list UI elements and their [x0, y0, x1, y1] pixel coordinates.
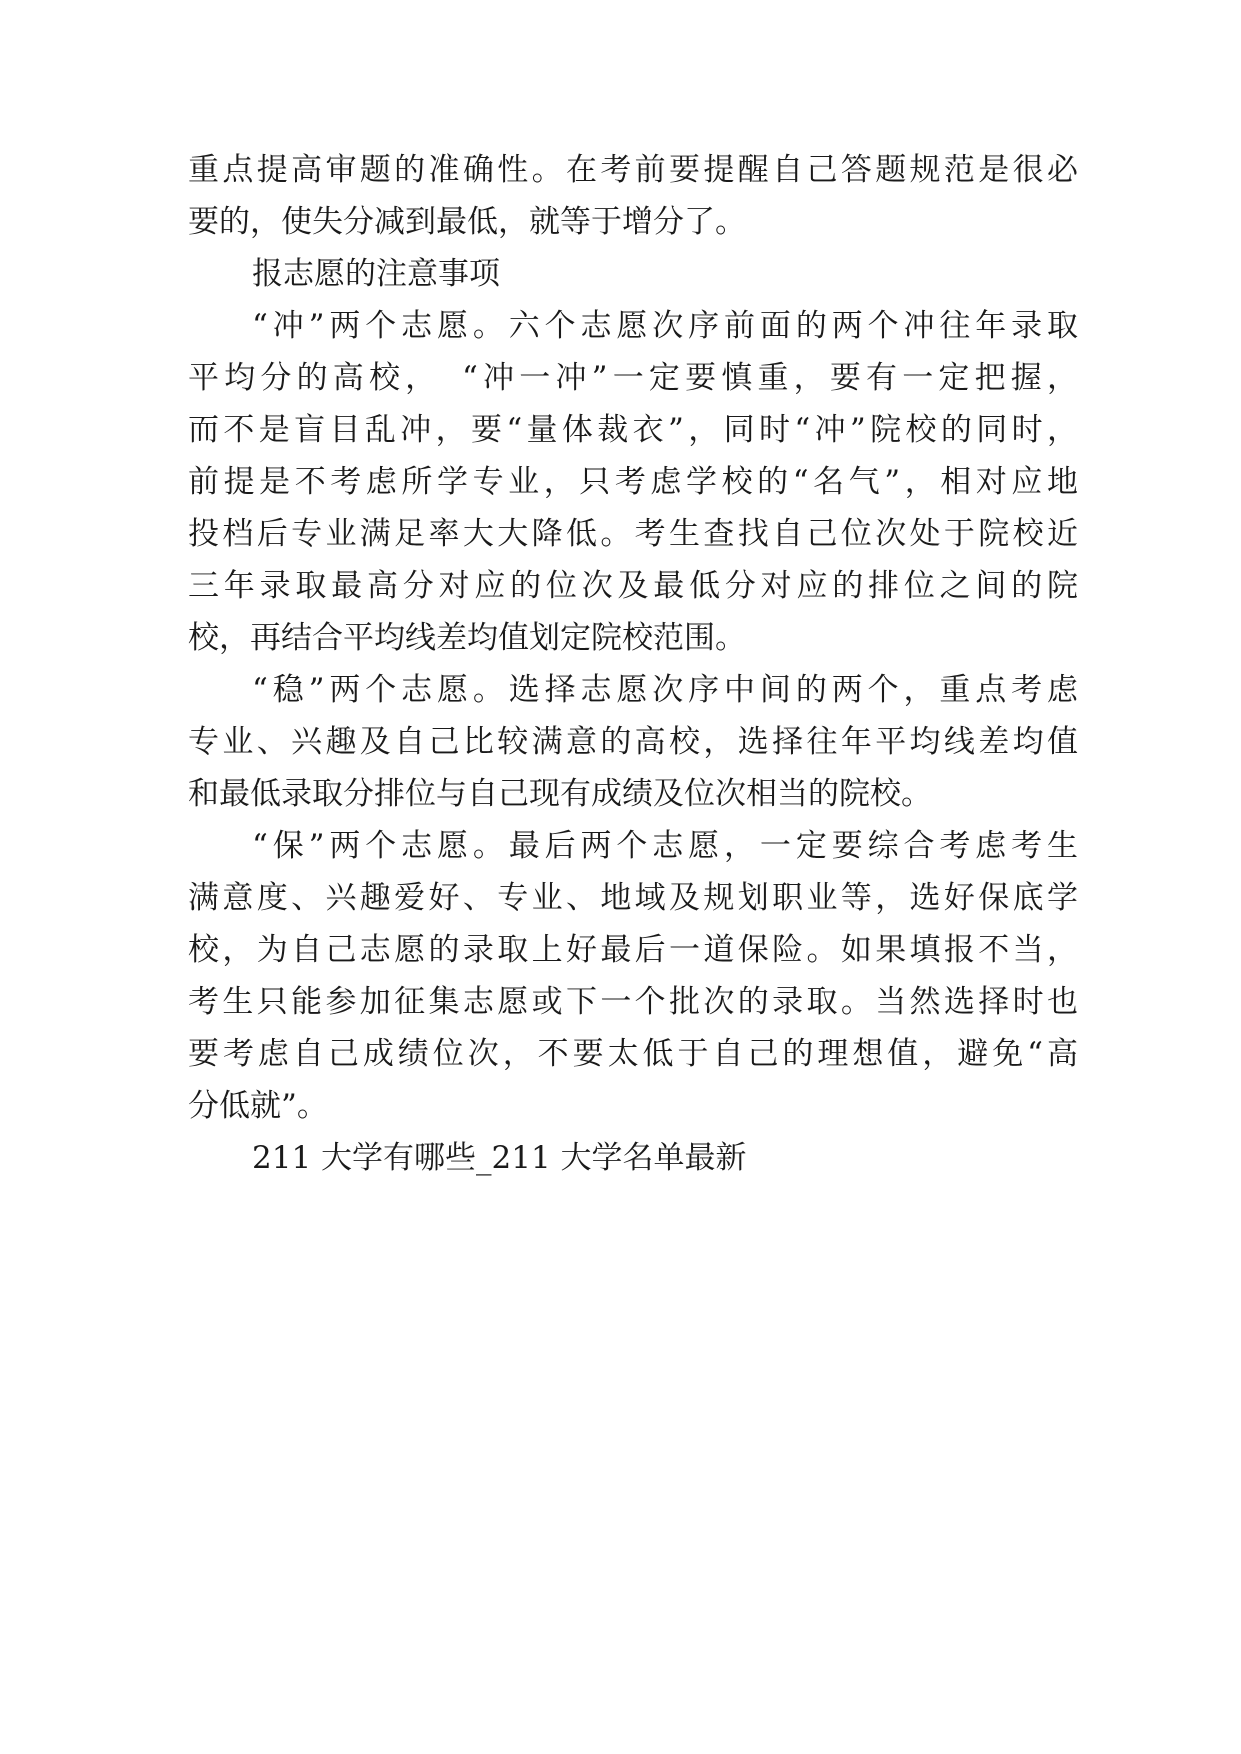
paragraph-line: 重点提高审题的准确性。在考前要提醒自己答题规范是很必 [188, 152, 1078, 188]
paragraph-line: “保”两个志愿。最后两个志愿，一定要综合考虑考生 [252, 828, 1078, 864]
paragraph-line: 而不是盲目乱冲，要“量体裁衣”，同时“冲”院校的同时， [188, 412, 1078, 448]
paragraph-line: “冲”两个志愿。六个志愿次序前面的两个冲往年录取 [252, 308, 1078, 344]
paragraph-line: 前提是不考虑所学专业，只考虑学校的“名气”，相对应地 [188, 464, 1078, 500]
paragraph-line: 分低就”。 [188, 1088, 328, 1124]
paragraph-line: 投档后专业满足率大大降低。考生查找自己位次处于院校近 [188, 516, 1078, 552]
paragraph-line: 校，再结合平均线差均值划定院校范围。 [188, 620, 746, 656]
paragraph-line: 三年录取最高分对应的位次及最低分对应的排位之间的院 [188, 568, 1078, 604]
paragraph-line: 考生只能参加征集志愿或下一个批次的录取。当然选择时也 [188, 984, 1078, 1020]
paragraph-line: “稳”两个志愿。选择志愿次序中间的两个，重点考虑 [252, 672, 1078, 708]
section-heading: 报志愿的注意事项 [252, 256, 500, 292]
paragraph-line: 要的，使失分减到最低，就等于增分了。 [188, 204, 746, 240]
paragraph-line: 和最低录取分排位与自己现有成绩及位次相当的院校。 [188, 776, 932, 812]
paragraph-line: 平均分的高校， “冲一冲”一定要慎重，要有一定把握， [188, 360, 1078, 396]
paragraph-line: 校，为自己志愿的录取上好最后一道保险。如果填报不当， [188, 932, 1078, 968]
paragraph-line: 专业、兴趣及自己比较满意的高校，选择往年平均线差均值 [188, 724, 1078, 760]
paragraph-line: 满意度、兴趣爱好、专业、地域及规划职业等，选好保底学 [188, 880, 1078, 916]
paragraph-line: 要考虑自己成绩位次，不要太低于自己的理想值，避免“高 [188, 1036, 1078, 1072]
next-article-heading: 211 大学有哪些_211 大学名单最新 [252, 1140, 747, 1176]
